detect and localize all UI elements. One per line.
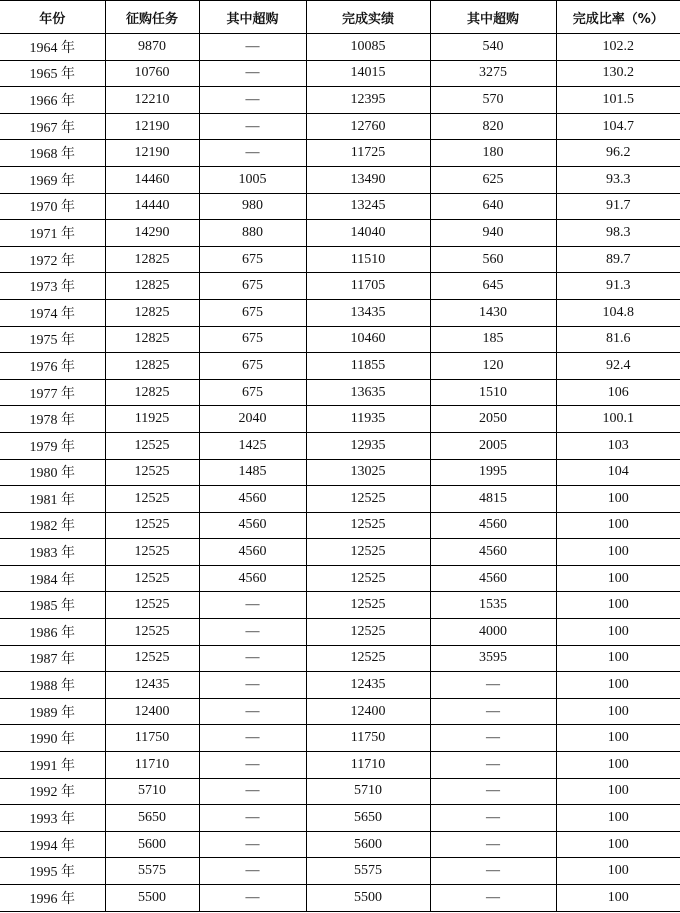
actual-completion-cell: 5600 (306, 831, 430, 858)
actual-over-purchase-cell: — (430, 885, 556, 912)
table-row (0, 353, 680, 380)
table-row (0, 858, 680, 885)
actual-over-purchase-cell: 570 (430, 87, 556, 114)
actual-over-purchase-cell: 1535 (430, 592, 556, 619)
table-row (0, 379, 680, 406)
purchase-quota-cell: 12525 (105, 539, 199, 566)
actual-completion-cell: 12525 (306, 486, 430, 513)
purchase-quota-cell: 12190 (105, 113, 199, 140)
completion-rate-cell: 101.5 (556, 87, 680, 114)
quota-over-purchase-cell: — (199, 140, 306, 167)
header-actual-completion: 完成实绩 (306, 1, 430, 34)
quota-over-purchase-cell: — (199, 698, 306, 725)
purchase-quota-cell: 12825 (105, 299, 199, 326)
actual-completion-cell: 11705 (306, 273, 430, 300)
table-row (0, 113, 680, 140)
completion-rate-cell: 103 (556, 432, 680, 459)
year-cell: 1984 年 (0, 565, 105, 592)
quota-over-purchase-cell: — (199, 885, 306, 912)
year-cell: 1996 年 (0, 885, 105, 912)
quota-over-purchase-cell: — (199, 752, 306, 779)
actual-completion-cell: 12760 (306, 113, 430, 140)
quota-over-purchase-cell: — (199, 113, 306, 140)
completion-rate-cell: 100 (556, 698, 680, 725)
completion-rate-cell: 100 (556, 512, 680, 539)
completion-rate-cell: 100 (556, 672, 680, 699)
header-purchase-quota: 征购任务 (105, 1, 199, 34)
completion-rate-cell: 100 (556, 778, 680, 805)
table-row (0, 592, 680, 619)
purchase-quota-cell: 12435 (105, 672, 199, 699)
actual-completion-cell: 13025 (306, 459, 430, 486)
purchase-quota-cell: 11750 (105, 725, 199, 752)
purchase-quota-cell: 12825 (105, 326, 199, 353)
table-row (0, 539, 680, 566)
actual-over-purchase-cell: 4815 (430, 486, 556, 513)
quota-over-purchase-cell: 675 (199, 326, 306, 353)
purchase-quota-cell: 12525 (105, 565, 199, 592)
actual-completion-cell: 13435 (306, 299, 430, 326)
table-row (0, 725, 680, 752)
quota-over-purchase-cell: — (199, 60, 306, 87)
completion-rate-cell: 100 (556, 858, 680, 885)
year-cell: 1983 年 (0, 539, 105, 566)
actual-completion-cell: 11935 (306, 406, 430, 433)
completion-rate-cell: 104 (556, 459, 680, 486)
year-cell: 1974 年 (0, 299, 105, 326)
actual-completion-cell: 12400 (306, 698, 430, 725)
quota-over-purchase-cell: — (199, 619, 306, 646)
purchase-quota-cell: 5500 (105, 885, 199, 912)
purchase-quota-cell: 12190 (105, 140, 199, 167)
completion-rate-cell: 100 (556, 831, 680, 858)
year-cell: 1995 年 (0, 858, 105, 885)
table-row (0, 805, 680, 832)
purchase-quota-cell: 12525 (105, 432, 199, 459)
table-row (0, 299, 680, 326)
table-row (0, 273, 680, 300)
table-row (0, 246, 680, 273)
actual-completion-cell: 14040 (306, 220, 430, 247)
table-row (0, 645, 680, 672)
completion-rate-cell: 91.3 (556, 273, 680, 300)
year-cell: 1970 年 (0, 193, 105, 220)
actual-completion-cell: 12935 (306, 432, 430, 459)
actual-completion-cell: 5575 (306, 858, 430, 885)
quota-over-purchase-cell: — (199, 645, 306, 672)
purchase-quota-cell: 11710 (105, 752, 199, 779)
actual-completion-cell: 12395 (306, 87, 430, 114)
quota-over-purchase-cell: — (199, 34, 306, 61)
completion-rate-cell: 100 (556, 619, 680, 646)
completion-rate-cell: 100 (556, 565, 680, 592)
year-cell: 1971 年 (0, 220, 105, 247)
table-header (0, 1, 680, 34)
completion-rate-cell: 102.2 (556, 34, 680, 61)
completion-rate-cell: 100.1 (556, 406, 680, 433)
actual-over-purchase-cell: 3275 (430, 60, 556, 87)
quota-over-purchase-cell: 1005 (199, 166, 306, 193)
purchase-quota-cell: 14440 (105, 193, 199, 220)
purchase-quota-cell: 12525 (105, 619, 199, 646)
table-row (0, 831, 680, 858)
quota-over-purchase-cell: 4560 (199, 565, 306, 592)
purchase-quota-cell: 5650 (105, 805, 199, 832)
actual-over-purchase-cell: 2005 (430, 432, 556, 459)
table-row (0, 406, 680, 433)
table-row (0, 193, 680, 220)
table-row (0, 166, 680, 193)
quota-over-purchase-cell: — (199, 87, 306, 114)
table-row (0, 698, 680, 725)
actual-completion-cell: 11710 (306, 752, 430, 779)
quota-over-purchase-cell: 675 (199, 299, 306, 326)
table-row (0, 432, 680, 459)
table-row (0, 87, 680, 114)
actual-over-purchase-cell: 4000 (430, 619, 556, 646)
purchase-quota-cell: 10760 (105, 60, 199, 87)
actual-over-purchase-cell: 540 (430, 34, 556, 61)
table-row (0, 778, 680, 805)
completion-rate-cell: 93.3 (556, 166, 680, 193)
year-cell: 1976 年 (0, 353, 105, 380)
table-row (0, 565, 680, 592)
table-row (0, 140, 680, 167)
actual-over-purchase-cell: — (430, 672, 556, 699)
year-cell: 1985 年 (0, 592, 105, 619)
table-row (0, 619, 680, 646)
year-cell: 1988 年 (0, 672, 105, 699)
actual-over-purchase-cell: 1430 (430, 299, 556, 326)
actual-over-purchase-cell: 1995 (430, 459, 556, 486)
table-row (0, 459, 680, 486)
year-cell: 1979 年 (0, 432, 105, 459)
purchase-quota-cell: 12400 (105, 698, 199, 725)
actual-over-purchase-cell: — (430, 778, 556, 805)
actual-over-purchase-cell: 4560 (430, 565, 556, 592)
actual-over-purchase-cell: — (430, 725, 556, 752)
year-cell: 1967 年 (0, 113, 105, 140)
quota-over-purchase-cell: — (199, 725, 306, 752)
year-cell: 1987 年 (0, 645, 105, 672)
purchase-quota-cell: 12525 (105, 645, 199, 672)
actual-over-purchase-cell: 645 (430, 273, 556, 300)
purchase-quota-cell: 14460 (105, 166, 199, 193)
actual-completion-cell: 12435 (306, 672, 430, 699)
purchase-quota-cell: 12525 (105, 512, 199, 539)
completion-rate-cell: 100 (556, 885, 680, 912)
header-year: 年份 (0, 1, 105, 34)
purchase-quota-cell: 11925 (105, 406, 199, 433)
actual-over-purchase-cell: 560 (430, 246, 556, 273)
table-row (0, 752, 680, 779)
quota-over-purchase-cell: — (199, 831, 306, 858)
actual-completion-cell: 11855 (306, 353, 430, 380)
quota-over-purchase-cell: 4560 (199, 539, 306, 566)
header-completion-rate: 完成比率（%） (556, 1, 680, 34)
purchase-quota-cell: 5575 (105, 858, 199, 885)
header-actual-over-purchase: 其中超购 (430, 1, 556, 34)
quota-over-purchase-cell: 1485 (199, 459, 306, 486)
year-cell: 1977 年 (0, 379, 105, 406)
table-row (0, 326, 680, 353)
completion-rate-cell: 100 (556, 752, 680, 779)
year-cell: 1973 年 (0, 273, 105, 300)
purchase-quota-cell: 12825 (105, 246, 199, 273)
completion-rate-cell: 96.2 (556, 140, 680, 167)
table-row (0, 885, 680, 912)
table-row (0, 220, 680, 247)
actual-completion-cell: 13490 (306, 166, 430, 193)
completion-rate-cell: 81.6 (556, 326, 680, 353)
completion-rate-cell: 100 (556, 645, 680, 672)
actual-completion-cell: 10085 (306, 34, 430, 61)
year-cell: 1968 年 (0, 140, 105, 167)
quota-over-purchase-cell: — (199, 858, 306, 885)
year-cell: 1992 年 (0, 778, 105, 805)
actual-completion-cell: 13245 (306, 193, 430, 220)
table-row (0, 60, 680, 87)
actual-completion-cell: 12525 (306, 645, 430, 672)
table-body (0, 34, 680, 912)
purchase-quota-cell: 12525 (105, 592, 199, 619)
year-cell: 1975 年 (0, 326, 105, 353)
actual-over-purchase-cell: 625 (430, 166, 556, 193)
actual-completion-cell: 10460 (306, 326, 430, 353)
quota-over-purchase-cell: 880 (199, 220, 306, 247)
actual-over-purchase-cell: 4560 (430, 539, 556, 566)
completion-rate-cell: 104.8 (556, 299, 680, 326)
actual-over-purchase-cell: 640 (430, 193, 556, 220)
purchase-quota-cell: 12525 (105, 486, 199, 513)
year-cell: 1989 年 (0, 698, 105, 725)
actual-completion-cell: 12525 (306, 539, 430, 566)
actual-completion-cell: 11750 (306, 725, 430, 752)
purchase-quota-cell: 12210 (105, 87, 199, 114)
table-row (0, 34, 680, 61)
purchase-quota-cell: 9870 (105, 34, 199, 61)
completion-rate-cell: 130.2 (556, 60, 680, 87)
purchase-quota-cell: 5710 (105, 778, 199, 805)
actual-over-purchase-cell: — (430, 698, 556, 725)
quota-over-purchase-cell: 4560 (199, 486, 306, 513)
actual-completion-cell: 12525 (306, 592, 430, 619)
completion-rate-cell: 100 (556, 805, 680, 832)
actual-over-purchase-cell: 185 (430, 326, 556, 353)
actual-completion-cell: 14015 (306, 60, 430, 87)
year-cell: 1982 年 (0, 512, 105, 539)
purchase-quota-cell: 14290 (105, 220, 199, 247)
quota-over-purchase-cell: — (199, 672, 306, 699)
actual-completion-cell: 5500 (306, 885, 430, 912)
quota-over-purchase-cell: 4560 (199, 512, 306, 539)
year-cell: 1972 年 (0, 246, 105, 273)
purchase-quota-cell: 12825 (105, 273, 199, 300)
actual-completion-cell: 5650 (306, 805, 430, 832)
completion-rate-cell: 89.7 (556, 246, 680, 273)
header-quota-over-purchase: 其中超购 (199, 1, 306, 34)
actual-completion-cell: 5710 (306, 778, 430, 805)
actual-over-purchase-cell: — (430, 805, 556, 832)
year-cell: 1965 年 (0, 60, 105, 87)
year-cell: 1994 年 (0, 831, 105, 858)
actual-over-purchase-cell: 120 (430, 353, 556, 380)
actual-over-purchase-cell: 3595 (430, 645, 556, 672)
quota-over-purchase-cell: 675 (199, 379, 306, 406)
year-cell: 1993 年 (0, 805, 105, 832)
purchase-quota-cell: 12525 (105, 459, 199, 486)
actual-over-purchase-cell: 940 (430, 220, 556, 247)
header-row (0, 1, 680, 34)
table-row (0, 672, 680, 699)
quota-over-purchase-cell: — (199, 778, 306, 805)
quota-over-purchase-cell: — (199, 592, 306, 619)
year-cell: 1966 年 (0, 87, 105, 114)
purchase-quota-cell: 12825 (105, 353, 199, 380)
quota-over-purchase-cell: 2040 (199, 406, 306, 433)
quota-over-purchase-cell: 1425 (199, 432, 306, 459)
purchase-quota-cell: 5600 (105, 831, 199, 858)
year-cell: 1969 年 (0, 166, 105, 193)
quota-over-purchase-cell: — (199, 805, 306, 832)
actual-over-purchase-cell: 180 (430, 140, 556, 167)
completion-rate-cell: 100 (556, 592, 680, 619)
actual-over-purchase-cell: — (430, 858, 556, 885)
actual-over-purchase-cell: 4560 (430, 512, 556, 539)
actual-over-purchase-cell: — (430, 752, 556, 779)
year-cell: 1964 年 (0, 34, 105, 61)
actual-over-purchase-cell: 2050 (430, 406, 556, 433)
quota-over-purchase-cell: 675 (199, 246, 306, 273)
year-cell: 1991 年 (0, 752, 105, 779)
quota-over-purchase-cell: 675 (199, 353, 306, 380)
year-cell: 1981 年 (0, 486, 105, 513)
year-cell: 1978 年 (0, 406, 105, 433)
year-cell: 1980 年 (0, 459, 105, 486)
table-row (0, 512, 680, 539)
actual-over-purchase-cell: 1510 (430, 379, 556, 406)
actual-completion-cell: 12525 (306, 619, 430, 646)
completion-rate-cell: 92.4 (556, 353, 680, 380)
completion-rate-cell: 106 (556, 379, 680, 406)
quota-over-purchase-cell: 675 (199, 273, 306, 300)
completion-rate-cell: 100 (556, 539, 680, 566)
actual-completion-cell: 11510 (306, 246, 430, 273)
purchase-quota-cell: 12825 (105, 379, 199, 406)
actual-completion-cell: 12525 (306, 512, 430, 539)
actual-completion-cell: 12525 (306, 565, 430, 592)
completion-rate-cell: 100 (556, 486, 680, 513)
actual-completion-cell: 13635 (306, 379, 430, 406)
quota-over-purchase-cell: 980 (199, 193, 306, 220)
completion-rate-cell: 98.3 (556, 220, 680, 247)
table-row (0, 486, 680, 513)
completion-rate-cell: 104.7 (556, 113, 680, 140)
year-cell: 1986 年 (0, 619, 105, 646)
actual-over-purchase-cell: — (430, 831, 556, 858)
year-cell: 1990 年 (0, 725, 105, 752)
completion-rate-cell: 91.7 (556, 193, 680, 220)
actual-over-purchase-cell: 820 (430, 113, 556, 140)
completion-rate-cell: 100 (556, 725, 680, 752)
actual-completion-cell: 11725 (306, 140, 430, 167)
